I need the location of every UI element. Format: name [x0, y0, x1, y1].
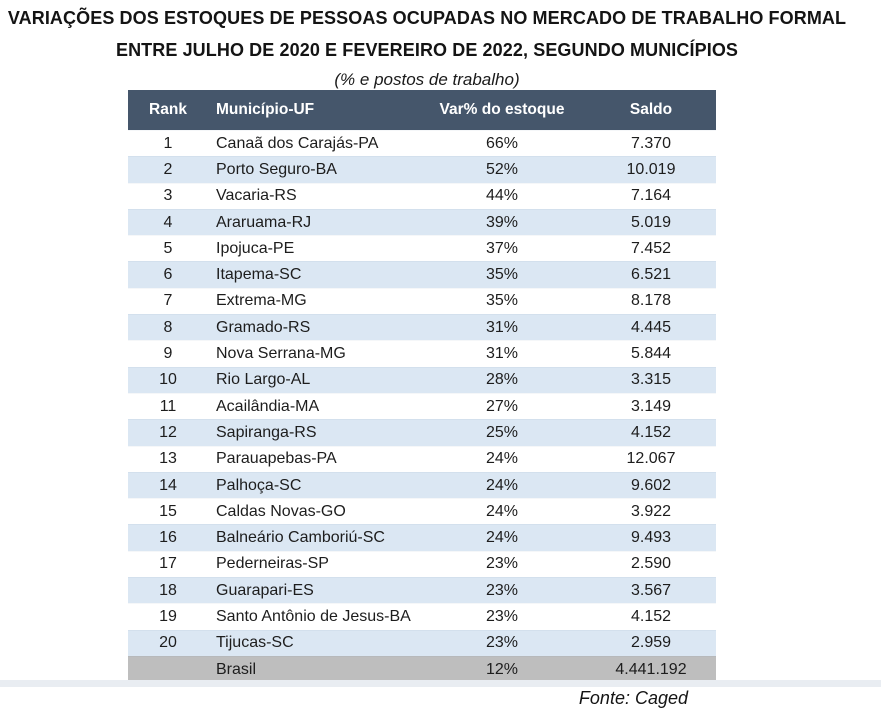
- row-rank-cell: 11: [159, 397, 177, 415]
- row-municipio-cell: Vacaria-RS: [216, 187, 297, 205]
- row-saldo-cell: 4.445: [630, 318, 672, 336]
- table-row: [128, 419, 716, 445]
- row-municipio-cell: Santo Antônio de Jesus-BA: [216, 607, 411, 625]
- table-row: [128, 367, 716, 393]
- row-rank-cell: 7: [163, 292, 173, 310]
- bottom-strip: [0, 680, 881, 687]
- row-rank-cell: 1: [163, 134, 173, 152]
- row-municipio-cell: Itapema-SC: [216, 266, 302, 284]
- table-row: [128, 524, 716, 550]
- table-row: [128, 630, 716, 656]
- row-rank-cell: 5: [163, 239, 173, 257]
- row-saldo-cell: 3.567: [630, 581, 672, 599]
- row-rank-cell: 15: [159, 502, 177, 520]
- row-municipio-cell: Caldas Novas-GO: [216, 502, 346, 520]
- row-var-cell: 31%: [485, 318, 519, 336]
- table-row: [128, 498, 716, 524]
- row-saldo-cell: 3.922: [630, 502, 672, 520]
- row-var-cell: 23%: [485, 581, 519, 599]
- column-header-rank: Rank: [149, 101, 187, 118]
- row-saldo-cell: 7.452: [630, 239, 672, 257]
- table-row: [128, 156, 716, 182]
- row-var-cell: 35%: [485, 266, 519, 284]
- table-body: [128, 130, 716, 656]
- row-saldo-cell: 3.315: [630, 371, 672, 389]
- row-var-cell: 37%: [485, 239, 519, 257]
- title-line-1: VARIAÇÕES DOS ESTOQUES DE PESSOAS OCUPADAS NO MERCADO DE TRABALHO FORMAL: [7, 8, 847, 28]
- table-row: [128, 446, 716, 472]
- table-row: [128, 393, 716, 419]
- row-var-cell: 23%: [485, 555, 519, 573]
- row-var-cell: 24%: [485, 450, 519, 468]
- total-saldo-cell: 4.441.192: [615, 660, 687, 678]
- row-rank-cell: 19: [159, 607, 177, 625]
- row-saldo-cell: 7.164: [630, 187, 672, 205]
- row-saldo-cell: 5.844: [630, 345, 672, 363]
- column-header-var: Var% do estoque: [439, 101, 565, 118]
- table-row: [128, 209, 716, 235]
- row-saldo-cell: 10.019: [626, 160, 676, 178]
- row-municipio-cell: Extrema-MG: [216, 292, 307, 310]
- row-var-cell: 27%: [485, 397, 519, 415]
- rankings-table: [128, 90, 716, 709]
- row-rank-cell: 13: [159, 450, 177, 468]
- row-var-cell: 23%: [485, 634, 519, 652]
- row-municipio-cell: Gramado-RS: [216, 318, 311, 336]
- source-caption: Fonte: Caged: [578, 688, 688, 709]
- row-municipio-cell: Balneário Camboriú-SC: [216, 529, 385, 547]
- total-row: [128, 656, 716, 682]
- row-municipio-cell: Porto Seguro-BA: [216, 160, 337, 178]
- title-line-2: ENTRE JULHO DE 2020 E FEVEREIRO DE 2022, SEGUNDO MUNICÍPIOS: [115, 40, 739, 60]
- row-saldo-cell: 7.370: [630, 134, 672, 152]
- table-row: [128, 340, 716, 366]
- row-var-cell: 24%: [485, 529, 519, 547]
- row-rank-cell: 17: [159, 555, 177, 573]
- table-row: [128, 577, 716, 603]
- table-row: [128, 603, 716, 629]
- table-row: [128, 235, 716, 261]
- row-saldo-cell: 2.590: [630, 555, 672, 573]
- row-saldo-cell: 2.959: [630, 634, 672, 652]
- row-rank-cell: 14: [159, 476, 177, 494]
- row-saldo-cell: 8.178: [630, 292, 672, 310]
- subtitle: (% e postos de trabalho): [334, 70, 520, 89]
- table-row: [128, 183, 716, 209]
- row-municipio-cell: Tijucas-SC: [216, 634, 294, 652]
- row-var-cell: 66%: [485, 134, 519, 152]
- row-rank-cell: 20: [159, 634, 177, 652]
- row-rank-cell: 12: [159, 423, 177, 441]
- row-saldo-cell: 9.602: [630, 476, 672, 494]
- total-var-cell: 12%: [485, 660, 519, 678]
- table-header-row: [128, 90, 716, 130]
- row-rank-cell: 2: [163, 160, 173, 178]
- row-var-cell: 25%: [485, 423, 519, 441]
- row-var-cell: 35%: [485, 292, 519, 310]
- row-saldo-cell: 12.067: [626, 450, 676, 468]
- row-municipio-cell: Parauapebas-PA: [216, 450, 337, 468]
- table-row: [128, 130, 716, 156]
- row-var-cell: 52%: [485, 160, 519, 178]
- table-row: [128, 551, 716, 577]
- row-saldo-cell: 4.152: [630, 607, 672, 625]
- total-municipio-cell: Brasil: [216, 660, 257, 678]
- row-rank-cell: 8: [163, 318, 173, 336]
- row-municipio-cell: Rio Largo-AL: [216, 371, 311, 389]
- row-saldo-cell: 3.149: [630, 397, 672, 415]
- row-municipio-cell: Araruama-RJ: [216, 213, 312, 231]
- row-var-cell: 31%: [485, 345, 519, 363]
- table-row: [128, 472, 716, 498]
- row-var-cell: 24%: [485, 476, 519, 494]
- row-rank-cell: 3: [163, 187, 173, 205]
- row-municipio-cell: Pederneiras-SP: [216, 555, 329, 573]
- table-row: [128, 314, 716, 340]
- row-rank-cell: 16: [159, 529, 177, 547]
- row-var-cell: 44%: [485, 187, 519, 205]
- row-var-cell: 28%: [485, 371, 519, 389]
- column-header-saldo: Saldo: [629, 101, 673, 118]
- row-saldo-cell: 5.019: [630, 213, 672, 231]
- row-var-cell: 23%: [485, 607, 519, 625]
- row-municipio-cell: Nova Serrana-MG: [216, 345, 346, 363]
- table-row: [128, 288, 716, 314]
- row-rank-cell: 4: [163, 213, 173, 231]
- row-rank-cell: 9: [163, 345, 173, 363]
- row-saldo-cell: 6.521: [630, 266, 672, 284]
- row-municipio-cell: Sapiranga-RS: [216, 423, 317, 441]
- title-block: [0, 2, 854, 93]
- row-rank-cell: 18: [159, 581, 177, 599]
- row-rank-cell: 6: [163, 266, 173, 284]
- row-municipio-cell: Canaã dos Carajás-PA: [216, 134, 379, 152]
- row-municipio-cell: Palhoça-SC: [216, 476, 302, 494]
- row-municipio-cell: Acailândia-MA: [216, 397, 320, 415]
- row-saldo-cell: 9.493: [630, 529, 672, 547]
- row-var-cell: 24%: [485, 502, 519, 520]
- row-saldo-cell: 4.152: [630, 423, 672, 441]
- table-row: [128, 261, 716, 287]
- row-municipio-cell: Guarapari-ES: [216, 581, 314, 599]
- row-rank-cell: 10: [159, 371, 177, 389]
- row-municipio-cell: Ipojuca-PE: [216, 239, 295, 257]
- row-var-cell: 39%: [485, 213, 519, 231]
- column-header-municipio: Município-UF: [216, 101, 315, 118]
